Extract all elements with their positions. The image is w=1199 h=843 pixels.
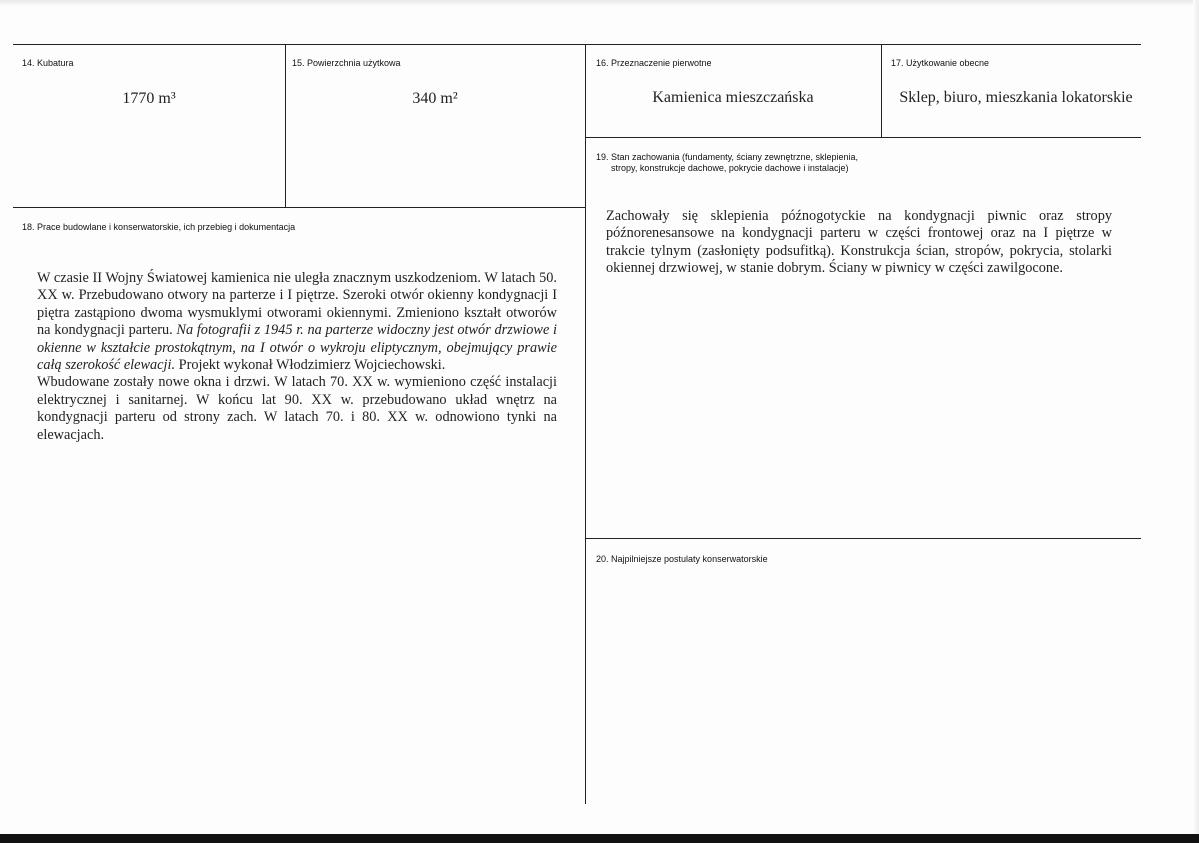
field-17-value: Sklep, biuro, mieszkania lokatorskie <box>899 89 1133 106</box>
field-18-label: 18. Prace budowlane i konserwatorskie, ich przebieg i dokumentacja <box>22 222 296 232</box>
field-19-label-line1: 19. Stan zachowania (fundamenty, ściany zewnętrzne, sklepienia, <box>596 152 858 162</box>
rule-under-16-17 <box>585 137 1141 138</box>
field-18-paragraph-2: Wbudowane zostały nowe okna i drzwi. W latach 70. XX w. wymieniono część instalacji elektrycznej i sanitarnej. W końcu lat 90. XX w. przebudowano układ wnętrz na kondygnacji parteru od strony zach. W latach 70. i 80. XX w. odnowiono tynki na elewacjach. <box>37 374 557 443</box>
rule-top <box>13 44 1141 45</box>
scan-edge-bottom <box>0 834 1199 843</box>
rule-14-15-divider <box>285 44 286 207</box>
field-19-paragraph: Zachowały się sklepienia późnogotyckie na kondygnacji piwnic oraz stropy późnorenesansowe na kondygnacji parteru w części frontowej oraz na I piętrze w trakcie tylnym (zasłonięty podsufitką). Konstrukcja ścian, stropów, pokrycia, stolarki okiennej drzwiowej, w stanie dobrym. Ściany w piwnicy w części zawilgocone. <box>606 208 1112 277</box>
field-18-paragraph-1 <box>37 270 557 374</box>
field-18-sentence-changes: W czasie II Wojny Światowej kamienica nie uległa znacznym uszkodzeniom. W latach 50. XX w. Przebudowano otwory na parterze i I piętrze. Szeroki otwór okienny kondygnacji I piętra zastąpiono dwoma wysmuklymi otworami okiennymi. Zmieniono kształt otworów na kondygnacji parteru. <box>37 270 557 339</box>
rule-center-divider <box>585 44 586 804</box>
field-19-label-line2: stropy, konstrukcje dachowe, pokrycie dachowe i instalacje) <box>611 163 849 173</box>
field-17-label: 17. Użytkowanie obecne <box>891 58 990 68</box>
field-19-text <box>606 208 1112 278</box>
field-18-project-author: Projekt wykonał Włodzimierz Wojciechowski. <box>178 357 446 374</box>
scan-edge-right <box>1193 0 1199 843</box>
field-20-label: 20. Najpilniejsze postulaty konserwatorskie <box>596 554 768 564</box>
field-16-value: Kamienica mieszczańska <box>652 89 814 106</box>
field-16-label: 16. Przeznaczenie pierwotne <box>596 58 712 68</box>
field-14-label: 14. Kubatura <box>22 58 74 68</box>
field-15-label: 15. Powierzchnia użytkowa <box>292 58 401 68</box>
rule-under-14-15 <box>13 207 585 208</box>
field-14-value: 1770 m³ <box>122 90 176 107</box>
scan-edge-top <box>0 0 1199 6</box>
field-18-text <box>37 270 557 444</box>
field-15-value: 340 m² <box>412 90 458 107</box>
rule-above-20 <box>585 538 1141 539</box>
field-18-photo-note: Na fotografii z 1945 r. na parterze widoczny jest otwór drzwiowe i okienne w kształcie prostokątnym, na I otwór o wykroju eliptycznym, obejmujący prawie całą szerokość elewacji. <box>37 322 557 374</box>
